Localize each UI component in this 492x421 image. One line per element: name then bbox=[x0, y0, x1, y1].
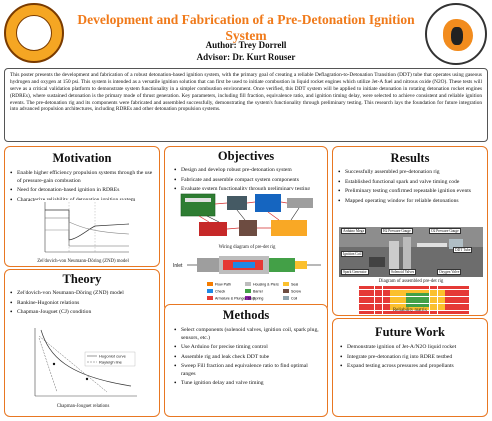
hugoniot-plot bbox=[27, 326, 139, 400]
legend-label: Flow Path bbox=[215, 282, 231, 287]
photo-label: Ignition Coil bbox=[343, 252, 362, 256]
motivation-bullet: • Enable higher efficiency propulsion systems through the use of pressure-gain combustion bbox=[9, 170, 155, 185]
future-bullet: • Integrate pre-detonation rig into RDRE testbed bbox=[339, 354, 483, 362]
rayleigh-legend-label: Rayleigh line bbox=[99, 359, 122, 365]
theory-panel bbox=[4, 269, 160, 417]
motivation-panel bbox=[4, 146, 160, 267]
photo-label: Solenoid Valves bbox=[391, 270, 415, 274]
objectives-panel bbox=[164, 146, 328, 312]
photo-label: Oxygen Valve bbox=[439, 270, 460, 274]
legend-label: Housing & Piers bbox=[253, 282, 279, 287]
legend-label: Spring bbox=[253, 296, 264, 301]
solenoid-schematic bbox=[171, 254, 325, 280]
result-bullet: • Established functional spark and valve timing code bbox=[337, 179, 483, 187]
motivation-bullet: • Need for detonation-based ignition in RDREs bbox=[9, 187, 155, 195]
photo-label: H2 Pressure Gauge bbox=[383, 229, 411, 233]
matrix-caption: Reliability matrix bbox=[393, 308, 427, 313]
future-work-panel bbox=[332, 318, 488, 417]
theory-bullet: • Rankine-Hugoniot relations bbox=[9, 300, 155, 308]
theory-bullet: • Zel'dovich-von Neumann-Döring (ZND) model bbox=[9, 290, 155, 298]
objective-bullet: • Evaluate system functionality through preliminary testing bbox=[173, 186, 323, 194]
znd-profile-plot bbox=[35, 200, 131, 256]
theory-list bbox=[9, 290, 155, 317]
method-bullet: • Tune ignition delay and valve timing bbox=[173, 380, 321, 388]
result-bullet: • Preliminary testing confirmed repeatable ignition events bbox=[337, 188, 483, 196]
legend-label: Coil bbox=[291, 296, 298, 301]
wiring-caption: Wiring diagram of pre-det rig bbox=[218, 245, 276, 250]
legend-label: Screw bbox=[291, 289, 301, 294]
legend-label: Armature & Plunger Stop bbox=[215, 296, 255, 301]
author-line: Author: Trey Dorrell bbox=[205, 40, 287, 50]
schematic-legend bbox=[205, 280, 309, 304]
poster-title: Development and Fabrication of a Pre-Detonation Ignition System bbox=[77, 12, 415, 43]
method-bullet: • Use Arduino for precise timing control bbox=[173, 344, 321, 352]
method-bullet: • Sweep Fill fraction and equivalence ratio to find optimal ranges bbox=[173, 363, 321, 378]
photo-label: DDT Tube bbox=[455, 248, 471, 252]
theory-heading: Theory bbox=[62, 272, 102, 286]
future-bullet: • Demonstrate ignition of Jet-A/N2O liquid rocket bbox=[339, 344, 483, 352]
objectives-heading: Objectives bbox=[217, 149, 275, 163]
result-bullet: • Successfully assembled pre-detonation rig bbox=[337, 169, 483, 177]
theory-bullet: • Chapman-Jouguet (CJ) condition bbox=[9, 309, 155, 317]
legend-label: Check bbox=[215, 289, 226, 294]
photo-label: Spark Generator bbox=[343, 270, 367, 274]
motivation-bullet: • Characterize reliability of detonation ignition system bbox=[9, 197, 155, 205]
results-heading: Results bbox=[390, 151, 430, 165]
future-list bbox=[339, 344, 483, 371]
methods-panel bbox=[164, 304, 328, 417]
advisor-line: Advisor: Dr. Kurt Rouser bbox=[196, 52, 296, 62]
motivation-caption: Zel'dovich-von Neumann-Döring (ZND) model bbox=[37, 259, 129, 264]
result-bullet: • Mapped operating window for reliable detonations bbox=[337, 198, 483, 206]
results-list bbox=[337, 169, 483, 205]
objective-bullet: • Fabricate and assemble compact system components bbox=[173, 177, 323, 185]
motivation-heading: Motivation bbox=[52, 151, 112, 165]
wiring-diagram bbox=[179, 190, 317, 242]
results-panel bbox=[332, 146, 488, 316]
photo-label: O2 Pressure Gauge bbox=[431, 229, 459, 233]
future-bullet: • Expand testing across pressures and propellants bbox=[339, 363, 483, 371]
method-bullet: • Assemble rig and leak check DDT tube bbox=[173, 354, 321, 362]
methods-list bbox=[173, 327, 321, 388]
inlet-label: Inlet bbox=[173, 263, 183, 269]
photo-label: Arduino Mega bbox=[343, 229, 365, 233]
objective-bullet: • Design and develop robust pre-detonation system bbox=[173, 167, 323, 175]
hugoniot-legend-label: Hugoniot curve bbox=[99, 353, 126, 359]
university-seal-logo bbox=[4, 3, 64, 63]
legend-label: Barrel bbox=[253, 289, 263, 294]
methods-heading: Methods bbox=[222, 308, 270, 322]
theory-caption: Chapman-Jouguet relations bbox=[56, 404, 110, 409]
method-bullet: • Select components (solenoid valves, ignition coil, spark plug, sensors, etc.) bbox=[173, 327, 321, 342]
legend-label: Seal bbox=[291, 282, 299, 287]
abstract-box: This poster presents the development and fabrication of a robust detonation-based ignition system, with the primary goal of creating a reliable Deflagration-to-Detonation Transition (DDT) tube that operates using gaseous hydrogen and oxygen at 150 psi. This system is intended as a versatile ignition solution that can first be used to initiate combustion in liquid rocket engines which utilize Jet-A fuel and nitrous oxide (N2O). These tests will serve as a critical validation platform to demonstrate system functionality in a simpler combustion environment. Once verified, this DDT system will be applied to initiate detonation in rotating detonation rocket engines (RDREs), where sustained detonation is the primary mode of thrust generation. Key parameters, including fill fraction, equivalence ratio, and ignition timing delay, were selected to achieve consistent and reliable ignition events. The pre-detonation rig and its components were fabricated and assembled successfully, demonstrating the system's functionality through preliminary testing. This research lays the foundation for future integration into advanced propulsion architectures, including RDREs and other detonation propulsion systems. bbox=[4, 68, 488, 142]
department-logo bbox=[425, 3, 487, 65]
future-heading: Future Work bbox=[374, 325, 446, 339]
rig-caption: Diagram of assembled pre-det rig bbox=[378, 279, 444, 284]
